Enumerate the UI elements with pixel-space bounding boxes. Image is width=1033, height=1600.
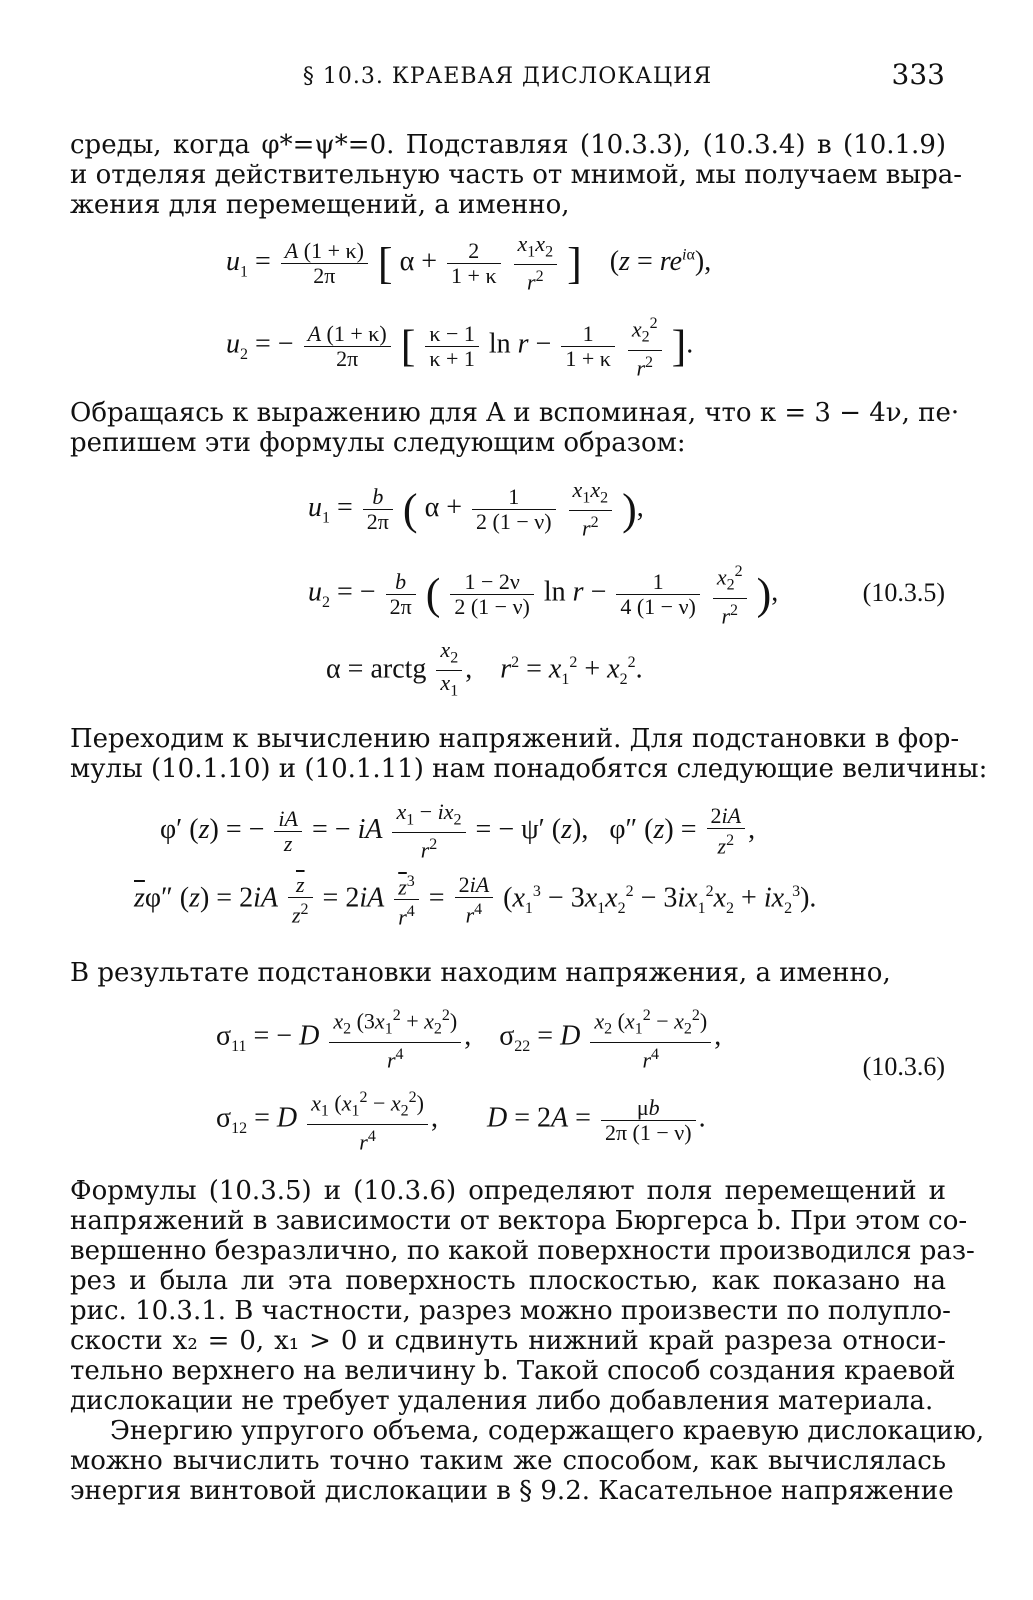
paragraph-6 xyxy=(70,1416,985,1506)
text-line: вершенно безразлично, по какой поверхности производился раз- xyxy=(70,1236,975,1266)
text-line: репишем эти формулы следующим образом: xyxy=(70,428,686,458)
text-line: мулы (10.1.10) и (10.1.11) нам понадобятся следующие величины: xyxy=(70,754,988,784)
equation-number: (10.3.6) xyxy=(862,1052,945,1081)
equation-sigma-12-D: $\sigma_{12} = D$ $\frac{x_1 (x_1^2 - x_2^2)}{r^4}$ , D = 2A = $\frac{\mu b}{2\pi (1 - \nu)}$ . xyxy=(216,1086,706,1154)
equation-alpha: α = arctg $\frac{x_2}{x_1}$ , $r^2 = x_1^2 + x_2^2$. xyxy=(326,637,643,700)
text-line: среды, когда φ*=ψ*=0. Подставляя (10.3.3), (10.3.4) в (10.1.9) xyxy=(70,130,946,160)
text-line: энергия винтовой дислокации в § 9.2. Касательное напряжение xyxy=(70,1476,954,1506)
text-line: напряжений в зависимости от вектора Бюргерса b. При этом со- xyxy=(70,1206,968,1236)
page-number: 333 xyxy=(891,58,945,91)
text-line: Переходим к вычислению напряжений. Для подстановки в фор- xyxy=(70,724,960,754)
text-line: можно вычислить точно таким же способом, как вычислялась xyxy=(70,1446,946,1476)
text-line: тельно верхнего на величину b. Такой способ создания краевой xyxy=(70,1356,956,1386)
section-title: § 10.3. КРАЕВАЯ ДИСЛОКАЦИЯ xyxy=(302,64,713,89)
running-header xyxy=(70,58,945,98)
paragraph-2 xyxy=(70,398,960,458)
text-line: Обращаясь к выражению для A и вспоминая, что κ = 3 − 4ν, пе· xyxy=(70,398,960,428)
equation-phi-prime: φ′ (z) = − $\frac{iA}{z}$ = − iA $\frac{x_1 - ix_2}{r^2}$ = − ψ′ (z), φ″ (z) = $\frac{2iA}{z^2}$ , xyxy=(160,799,756,863)
text-line: и отделяя действительную часть от мнимой, мы получаем выра- xyxy=(70,160,962,190)
equation-number: (10.3.5) xyxy=(862,578,945,607)
text-line: Формулы (10.3.5) и (10.3.6) определяют поля перемещений и xyxy=(70,1176,946,1206)
text-line: В результате подстановки находим напряжения, а именно, xyxy=(70,958,891,988)
equation-u2: $u_2$ = − $\frac{A (1 + \kappa)}{2\pi}$ [ $\frac{\kappa - 1}{\kappa + 1}$ ln r − $\frac{1}{1 + \kappa}$ $\frac{x_2^2}{r^2}$ ]. xyxy=(226,312,693,380)
equation-u1: $u_1$ = $\frac{A (1 + \kappa)}{2\pi}$ [ α + $\frac{2}{1 + \kappa}$ $\frac{x_1x_2}{r^2}$ ] $(z = re^{i\alpha})$, xyxy=(226,231,712,295)
text-line: дислокации не требует удаления либо добавления материала. xyxy=(70,1386,934,1416)
text-line: жения для перемещений, а именно, xyxy=(70,190,570,220)
equation-u2-nu: $u_2$ = − $\frac{b}{2\pi}$ ( $\frac{1 - 2\nu}{2 (1 - \nu)}$ ln r − $\frac{1}{4 (1 - \nu)}$ $\frac{x_2^2}{r^2}$ ), xyxy=(308,560,778,628)
equation-u1-nu: $u_1$ = $\frac{b}{2\pi}$ ( α + $\frac{1}{2 (1 - \nu)}$ $\frac{x_1x_2}{r^2}$ ), xyxy=(308,477,644,541)
equation-zbar-phi: $\overline{z}\varphi''$ (z) = 2iA $\frac{\overline{z}}{z^2}$ = 2iA $\frac{\overline{z}^3}{r^4}$ = $\frac{2iA}{r^4}$ $(x_1^3 - 3x_1x_2^2 - 3ix_1^2x_2 + ix_2^3)$. xyxy=(134,871,817,930)
paragraph-3 xyxy=(70,724,988,784)
equation-sigma-11-22: $\sigma_{11}$ = − D $\frac{x_2 (3x_1^2 + x_2^2)}{r^4}$ , $\sigma_{22} = D$ $\frac{x_2 (x_1^2 - x_2^2)}{r^4}$ , xyxy=(216,1004,721,1072)
paragraph-5 xyxy=(70,1176,975,1416)
text-line: рис. 10.3.1. В частности, разрез можно произвести по полупло- xyxy=(70,1296,951,1326)
text-line: Энергию упругого объема, содержащего краевую дислокацию, xyxy=(110,1416,985,1446)
text-line: скости x₂ = 0, x₁ > 0 и сдвинуть нижний край разреза относи- xyxy=(70,1326,946,1356)
text-line: рез и была ли эта поверхность плоскостью, как показано на xyxy=(70,1266,946,1296)
paragraph-1 xyxy=(70,130,962,220)
paragraph-4 xyxy=(70,958,946,988)
